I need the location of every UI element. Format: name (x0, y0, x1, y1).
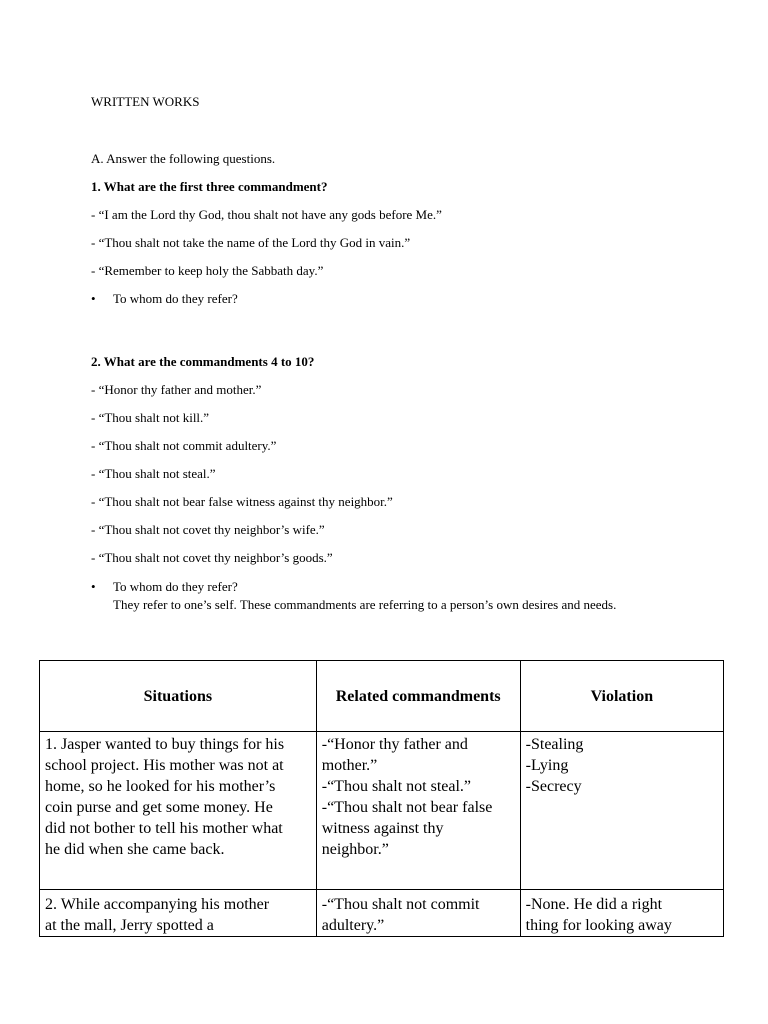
violation-cell (520, 890, 723, 937)
commandment-line: neighbor.” (321, 841, 389, 858)
q2-answer: - “Thou shalt not bear false witness against thy neighbor.” (91, 494, 393, 509)
table-row (40, 732, 724, 890)
q1-answer: - “Thou shalt not take the name of the Lord thy God in vain.” (91, 235, 411, 250)
violation-line: -Stealing (525, 736, 584, 753)
situation-cell (40, 890, 317, 937)
situation-line: 1. Jasper wanted to buy things for his (45, 736, 285, 753)
violation-cell (520, 732, 723, 890)
q2-answer: - “Thou shalt not steal.” (91, 466, 216, 481)
commandments-cell (316, 890, 520, 937)
commandment-line: -“Thou shalt not steal.” (321, 778, 472, 795)
situation-line: school project. His mother was not at (45, 757, 284, 774)
q1-bullet-text: To whom do they refer? (113, 291, 238, 306)
violation-line: -Lying (525, 757, 569, 774)
question-1: 1. What are the first three commandment? (91, 179, 328, 194)
commandment-line: mother.” (321, 757, 378, 774)
commandment-line: -“Thou shalt not commit (321, 896, 480, 913)
situation-line: at the mall, Jerry spotted a (45, 917, 214, 934)
commandment-line: -“Honor thy father and (321, 736, 468, 753)
table-header-row (40, 661, 724, 732)
header-situations: Situations (40, 661, 317, 732)
situation-line: coin purse and get some money. He (45, 799, 273, 816)
violation-line: -Secrecy (525, 778, 582, 795)
q1-answer: - “I am the Lord thy God, thou shalt not have any gods before Me.” (91, 207, 442, 222)
commandments-cell (316, 732, 520, 890)
page-heading: WRITTEN WORKS (91, 94, 200, 109)
header-violation: Violation (520, 661, 723, 732)
situation-line: he did when she came back. (45, 841, 225, 858)
violation-line: -None. He did a right (525, 896, 663, 913)
q2-answer: - “Thou shalt not kill.” (91, 410, 210, 425)
bullet-icon: • (91, 579, 96, 594)
q2-answer: - “Thou shalt not covet thy neighbor’s goods.” (91, 550, 333, 565)
q2-answer: - “Thou shalt not commit adultery.” (91, 438, 277, 453)
commandment-line: -“Thou shalt not bear false (321, 799, 493, 816)
question-2: 2. What are the commandments 4 to 10? (91, 354, 315, 369)
violation-line: thing for looking away (525, 917, 672, 934)
situation-line: 2. While accompanying his mother (45, 896, 270, 913)
commandment-line: adultery.” (321, 917, 385, 934)
q2-bullet-answer: They refer to one’s self. These commandments are referring to a person’s own desires and needs. (113, 597, 617, 612)
q2-bullet-text: To whom do they refer? (113, 579, 238, 594)
table-row (40, 890, 724, 937)
q1-answer: - “Remember to keep holy the Sabbath day.” (91, 263, 324, 278)
situation-line: home, so he looked for his mother’s (45, 778, 276, 795)
section-instruction: A. Answer the following questions. (91, 151, 276, 166)
q2-answer: - “Honor thy father and mother.” (91, 382, 262, 397)
q2-answer: - “Thou shalt not covet thy neighbor’s wife.” (91, 522, 325, 537)
bullet-icon: • (91, 291, 96, 306)
situation-cell (40, 732, 317, 890)
situations-table (39, 660, 724, 937)
situation-line: did not bother to tell his mother what (45, 820, 283, 837)
header-related-commandments: Related commandments (316, 661, 520, 732)
commandment-line: witness against thy (321, 820, 444, 837)
